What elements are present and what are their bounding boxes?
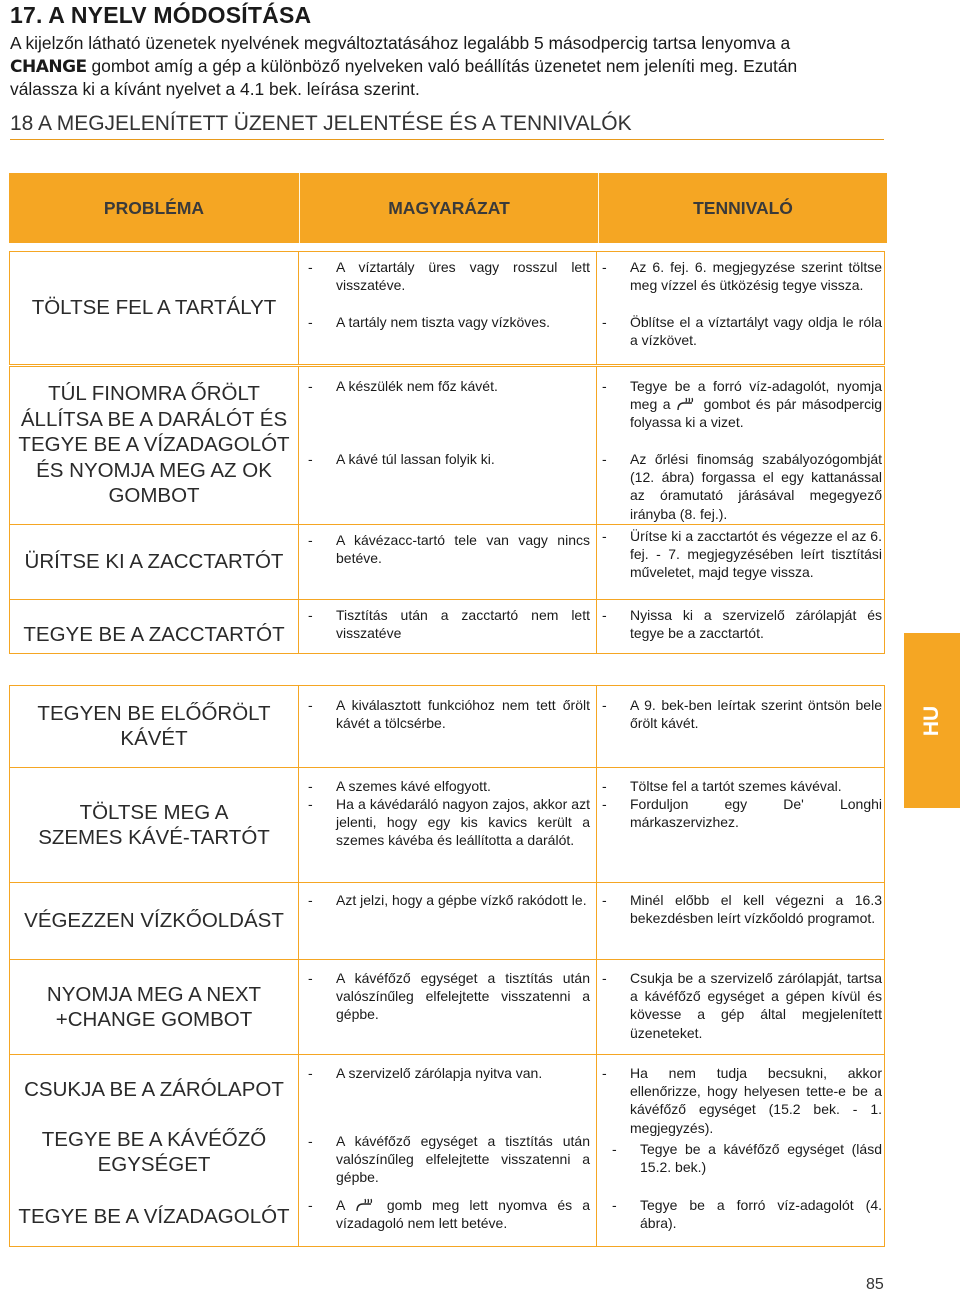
action-text: Az őrlési finomság szabályozógombját (12. ábra) forgassa el egy kattanással az óramutató járásával megegyező irányba (8. fej.). — [630, 451, 882, 522]
explanation-item — [306, 531, 590, 567]
explanation-item — [306, 777, 590, 795]
problem-cell: CSUKJA BE A ZÁRÓLAPOT — [24, 1078, 284, 1102]
explanation-cell — [306, 777, 590, 879]
action-item — [600, 777, 882, 795]
bullet-dash: - — [612, 1141, 617, 1157]
table-row — [10, 1054, 884, 1247]
explanation-text: A tartály nem tiszta vagy vízköves. — [336, 314, 550, 330]
bullet-dash: - — [308, 314, 313, 330]
bullet-dash: - — [308, 697, 313, 713]
explanation-cell — [306, 969, 590, 1049]
table-header — [9, 173, 887, 243]
action-item — [600, 606, 882, 642]
explanation-item — [306, 696, 590, 732]
action-item — [600, 891, 882, 927]
header-explanation: MAGYARÁZAT — [299, 173, 599, 243]
action-cell — [600, 377, 882, 521]
section-17-text — [10, 32, 890, 101]
table-row — [10, 959, 884, 1054]
bullet-dash: - — [602, 528, 607, 544]
explanation-text: A készülék nem főz kávét. — [336, 378, 498, 394]
bullet-dash: - — [308, 778, 313, 794]
header-problem: PROBLÉMA — [103, 197, 205, 218]
bullet-dash: - — [602, 970, 607, 986]
action-cell — [600, 891, 882, 957]
language-tab-label: HU — [920, 705, 943, 736]
problem-cell: VÉGEZZEN VÍZKŐOLDÁST — [24, 909, 284, 933]
action-item — [600, 696, 882, 732]
table-row — [10, 882, 884, 959]
explanation-cell — [306, 1064, 590, 1244]
bullet-dash: - — [602, 451, 607, 467]
action-item — [600, 1064, 882, 1137]
section-17-title: 17. A NYELV MÓDOSÍTÁSA — [10, 2, 312, 28]
explanation-item — [306, 1132, 590, 1187]
action-text: Csukja be a szervizelő zárólapját, tartsa a kávéfőző egységet a gépen kívül és kövesse a gép által megjelenített üzeneteket. — [630, 970, 882, 1041]
explanation-cell — [306, 891, 590, 957]
explanation-text: A kávéfőző egységet a tisztítás után valószínűleg elfelejtette visszatenni a gépbe. — [336, 970, 590, 1023]
action-text: Nyissa ki a szervizelő zárólapját és tegye be a zacctartót. — [630, 607, 882, 642]
intro-line-2: gombot amíg a gép a különböző nyelveken való beállítás üzenetet nem jeleníti meg. Ezután — [91, 55, 798, 76]
bullet-dash: - — [308, 378, 313, 394]
bullet-dash: - — [602, 378, 607, 394]
explanation-text: gomb meg lett nyomva és a vízadagoló nem lett betéve. — [336, 1197, 591, 1232]
action-item — [600, 1140, 882, 1176]
action-text: Az 6. fej. 6. megjegyzése szerint töltse meg vízzel és ütközésig tegye vissza. — [630, 259, 882, 294]
bullet-dash: - — [602, 1065, 607, 1081]
action-text: gombot és pár másodpercig folyassa ki a vizet. — [630, 396, 882, 431]
bullet-dash: - — [602, 796, 607, 812]
explanation-text: Tisztítás után a zacctartó nem lett visszatéve — [336, 607, 590, 642]
action-cell — [600, 777, 882, 879]
explanation-item — [306, 377, 590, 395]
action-cell — [600, 1064, 882, 1244]
bullet-dash: - — [602, 607, 607, 623]
problem-cell: TEGYE BE A VÍZADAGOLÓT — [18, 1205, 290, 1229]
bullet-dash: - — [602, 778, 607, 794]
explanation-item — [306, 1196, 590, 1232]
action-text: A 9. bek-ben leírtak szerint öntsön bele őrölt kávét. — [630, 697, 882, 732]
action-item — [600, 527, 882, 582]
explanation-text: A — [336, 1197, 345, 1213]
bullet-dash: - — [308, 532, 313, 548]
problem-cell: TÖLTSE FEL A TARTÁLYT — [31, 296, 277, 320]
action-cell — [600, 606, 882, 652]
explanation-text: A kiválasztott funkcióhoz nem tett őrölt kávét a tölcsérbe. — [336, 697, 590, 732]
table-row — [10, 367, 884, 523]
explanation-cell — [306, 258, 590, 358]
bullet-dash: - — [612, 1197, 617, 1213]
problem-cell: TEGYEN BE ELŐŐRÖLT KÁVÉT — [37, 701, 271, 750]
bullet-dash: - — [602, 892, 607, 908]
action-text: Tegye be a forró víz-adagolót, nyomja meg a — [630, 378, 882, 413]
problem-cell: TÚL FINOMRA ŐRÖLT ÁLLÍTSA BE A DARÁLÓT ÉS TEGYE BE A VÍZADAGOLÓT ÉS NYOMJA MEG AZ OK GOMBOT — [18, 382, 290, 508]
table-row — [10, 599, 884, 654]
hot-water-icon — [676, 397, 698, 411]
problem-cell: TEGYE BE A KÁVÉŐZŐ EGYSÉGET — [41, 1127, 267, 1176]
explanation-cell — [306, 531, 590, 597]
bullet-dash: - — [308, 796, 313, 812]
explanation-cell — [306, 696, 590, 762]
explanation-item — [306, 795, 590, 850]
explanation-item — [306, 891, 590, 909]
bullet-dash: - — [308, 259, 313, 275]
explanation-item — [306, 1064, 590, 1082]
explanation-cell — [306, 606, 590, 652]
action-item — [600, 1196, 882, 1232]
bullet-dash: - — [308, 451, 313, 467]
section-18-title: 18 A MEGJELENÍTETT ÜZENET JELENTÉSE ÉS A TENNIVALÓK — [10, 112, 632, 135]
action-item — [600, 450, 882, 523]
table-row — [10, 686, 884, 766]
bullet-dash: - — [308, 1197, 313, 1213]
action-text: Ha nem tudja becsukni, akkor ellenőrizze, hogy helyesen tette-e be a kávéfőző egységet (15.2 bek. - 1. megjegyzés). — [630, 1065, 882, 1136]
intro-line-3: válassza ki a kívánt nyelvet a 4.1 bek. leírása szerint. — [10, 79, 420, 99]
action-item — [600, 313, 882, 349]
section-divider — [10, 139, 884, 140]
explanation-text: A kávé túl lassan folyik ki. — [336, 451, 495, 467]
problem-cell: NYOMJA MEG A NEXT +CHANGE GOMBOT — [46, 982, 262, 1031]
intro-line-1: A kijelzőn látható üzenetek nyelvének megváltoztatásához legalább 5 másodpercig tartsa lenyomva a — [10, 33, 791, 53]
action-text: Minél előbb el kell végezni a 16.3 bekezdésben leírt vízkőoldó programot. — [630, 892, 882, 927]
explanation-item — [306, 606, 590, 642]
table-group — [9, 366, 885, 654]
table-row — [10, 252, 884, 364]
bullet-dash: - — [602, 314, 607, 330]
table-group — [9, 685, 885, 1247]
bullet-dash: - — [602, 697, 607, 713]
explanation-text: A kávéfőző egységet a tisztítás után valószínűleg elfelejtette visszatenni a gépbe. — [336, 1133, 590, 1186]
language-tab — [904, 633, 960, 808]
action-cell — [600, 696, 882, 762]
explanation-text: A víztartály üres vagy rosszul lett visszatéve. — [336, 259, 590, 294]
action-item — [600, 795, 882, 831]
explanation-text: A szemes kávé elfogyott. — [336, 778, 491, 794]
bullet-dash: - — [308, 1065, 313, 1081]
bullet-dash: - — [308, 1133, 313, 1149]
action-text: Forduljon egy De' Longhi márkaszervizhez. — [630, 796, 882, 831]
bullet-dash: - — [602, 259, 607, 275]
bullet-dash: - — [308, 607, 313, 623]
table-row — [10, 524, 884, 599]
page-number: 85 — [866, 1276, 884, 1293]
action-text: Ürítse ki a zacctartót és végezze el az 6. fej. - 7. megjegyzésében leírt tisztítási műveletet, majd tegye vissza. — [630, 528, 882, 581]
action-cell — [600, 258, 882, 358]
bullet-dash: - — [308, 892, 313, 908]
explanation-text: A szervizelő zárólapja nyitva van. — [336, 1065, 543, 1081]
header-action: TENNIVALÓ — [693, 197, 793, 218]
problem-cell: TÖLTSE MEG A SZEMES KÁVÉ-TARTÓT — [38, 800, 270, 849]
problem-cell: ÜRÍTSE KI A ZACCTARTÓT — [24, 550, 284, 574]
explanation-item — [306, 969, 590, 1024]
action-text: Öblítse el a víztartályt vagy oldja le róla a vízkövet. — [630, 314, 882, 349]
action-text: Töltse fel a tartót szemes kávéval. — [630, 778, 842, 794]
explanation-cell — [306, 377, 590, 517]
table-row — [10, 767, 884, 882]
explanation-item — [306, 313, 590, 331]
action-text: Tegye be a kávéfőző egységet (lásd 15.2. bek.) — [640, 1141, 882, 1176]
explanation-item — [306, 258, 590, 294]
bullet-dash: - — [308, 970, 313, 986]
explanation-text: Ha a kávédaráló nagyon zajos, akkor azt jelenti, hogy egy kis kavics került a szemes kávéba és leállította a darálót. — [336, 796, 590, 849]
action-item — [600, 258, 882, 294]
action-cell — [600, 527, 882, 599]
explanation-text: A kávézacc-tartó tele van vagy nincs betéve. — [336, 532, 590, 567]
action-item — [600, 377, 882, 432]
problem-cell: TEGYE BE A ZACCTARTÓT — [23, 623, 285, 647]
table-group — [9, 251, 885, 365]
action-text: Tegye be a forró víz-adagolót (4. ábra). — [640, 1197, 882, 1232]
explanation-text: Azt jelzi, hogy a gépbe vízkő rakódott le. — [336, 892, 587, 908]
explanation-item — [306, 450, 590, 468]
action-item — [600, 969, 882, 1042]
action-cell — [600, 969, 882, 1049]
hot-water-icon — [355, 1198, 377, 1212]
change-button-logo: CHANGE — [10, 56, 87, 77]
